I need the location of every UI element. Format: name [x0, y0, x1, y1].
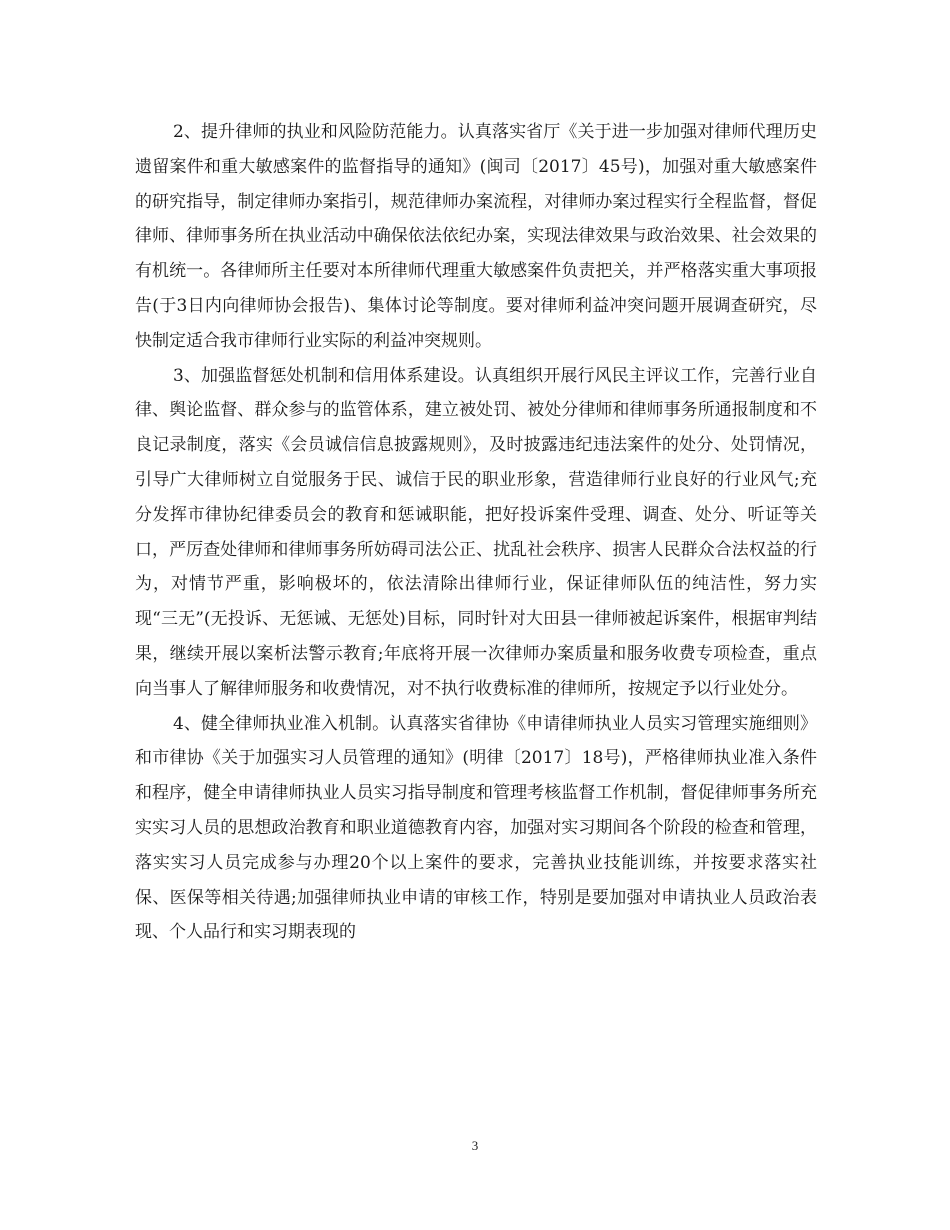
document-body [135, 115, 817, 950]
page-number: 3 [471, 1138, 479, 1153]
paragraph-lawyer-risk-prevention: 2、提升律师的执业和风险防范能力。认真落实省厅《关于进一步加强对律师代理历史遗留案件和重大敏感案件的监督指导的通知》(闽司〔2017〕45号)，加强对重大敏感案件的研究指导，制定律师办案指引，规范律师办案流程，对律师办案过程实行全程监督，督促律师、律师事务所在执业活动中确保依法依纪办案，实现法律效果与政治效果、社会效果的有机统一。各律师所主任要对本所律师代理重大敏感案件负责把关，并严格落实重大事项报告(于3日内向律师协会报告)、集体讨论等制度。要对律师利益冲突问题开展调查研究，尽快制定适合我市律师行业实际的利益冲突规则。 [135, 122, 817, 351]
paragraph-practice-admission: 4、健全律师执业准入机制。认真落实省律协《申请律师执业人员实习管理实施细则》和市律协《关于加强实习人员管理的通知》(明律〔2017〕18号)，严格律师执业准入条件和程序，健全申请律师执业人员实习指导制度和管理考核监督工作机制，督促律师事务所充实实习人员的思想政治教育和职业道德教育内容，加强对实习期间各个阶段的检查和管理，落实实习人员完成参与办理20个以上案件的要求，完善执业技能训练，并按要求落实社保、医保等相关待遇;加强律师执业申请的审核工作，特别是要加强对申请执业人员政治表现、个人品行和实习期表现的 [135, 713, 817, 943]
paragraph-supervision-credit-system: 3、加强监督惩处机制和信用体系建设。认真组织开展行风民主评议工作，完善行业自律、舆论监督、群众参与的监管体系，建立被处罚、被处分律师和律师事务所通报制度和不良记录制度，落实《会员诚信信息披露规则》，及时披露违纪违法案件的处分、处罚情况，引导广大律师树立自觉服务于民、诚信于民的职业形象，营造律师行业良好的行业风气;充分发挥市律协纪律委员会的教育和惩诫职能，把好投诉案件受理、调查、处分、听证等关口，严厉查处律师和律师事务所妨碍司法公正、扰乱社会秩序、损害人民群众合法权益的行为，对情节严重，影响极坏的，依法清除出律师行业，保证律师队伍的纯洁性，努力实现“三无”(无投诉、无惩诫、无惩处)目标，同时针对大田县一律师被起诉案件，根据审判结果，继续开展以案析法警示教育;年底将开展一次律师办案质量和服务收费专项检查，重点向当事人了解律师服务和收费情况，对不执行收费标准的律师所，按规定予以行业处分。 [135, 365, 817, 699]
